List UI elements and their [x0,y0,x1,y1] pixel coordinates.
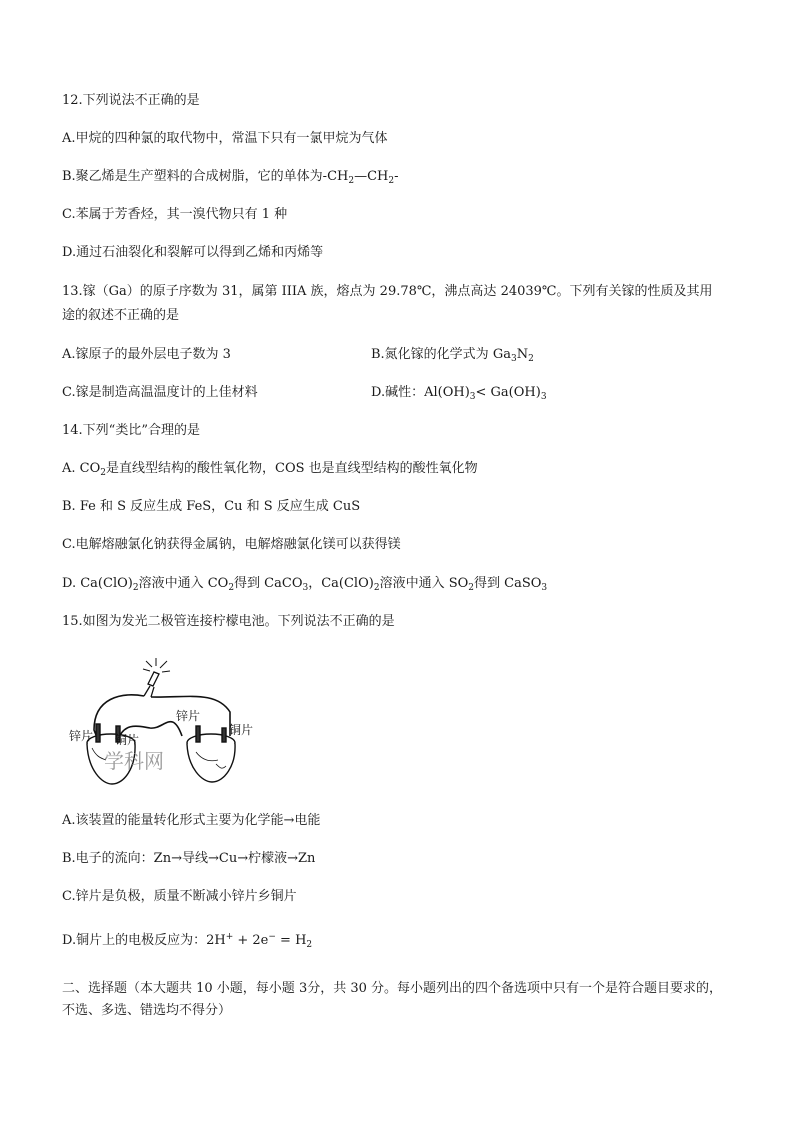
label-zinc-left: 锌片 [69,729,94,743]
q14-option-b: B. Fe 和 S 反应生成 FeS，Cu 和 S 反应生成 CuS [62,499,361,514]
watermark-text: 学科网 [104,749,164,773]
q12-option-a: A.甲烷的四种氯的取代物中，常温下只有一氯甲烷为气体 [62,131,388,146]
q13-option-d: D.碱性：$Al(OH)_3< Ga(OH)_3$ [371,385,547,402]
lemon-battery-figure [66,652,266,792]
q12-option-c: C.苯属于芳香烃，其一溴代物只有 1 种 [62,207,288,222]
q14-option-a: A. $CO_2$是直线型结构的酸性氧化物，COS 也是直线型结构的酸性氧化物 [62,461,478,478]
section2-instructions: 二、选择题（本大题共 10 小题，每小题 3分，共 30 分。每小题列出的四个备选项中只有一个是符合题目要求的，不选、多选、错选均不得分） [62,981,723,1018]
label-zinc-right: 锌片 [176,709,201,723]
q13-option-c: C.镓是制造高温温度计的上佳材料 [62,385,258,400]
q14-option-c: C.电解熔融氯化钠获得金属钠，电解熔融氯化镁可以获得镁 [62,537,401,552]
q15-stem: 15.如图为发光二极管连接柠檬电池。下列说法不正确的是 [62,614,395,629]
light-rays-icon [143,658,170,672]
q15-option-c: C.锌片是负极，质量不断减小锌片乡铜片 [62,889,297,904]
q15-option-a: A.该装置的能量转化形式主要为化学能→电能 [62,813,321,828]
q15-option-d: D.铜片上的电极反应为：$2H^+ + 2e^- = H_2$ [62,932,313,950]
q13-option-b: B.氮化镓的化学式为 $Ga_3N_2$ [371,347,534,364]
right-lemon [187,726,235,782]
q12-option-d: D.通过石油裂化和裂解可以得到乙烯和丙烯等 [62,245,324,260]
label-copper-right: 铜片 [229,723,254,737]
q13-option-a: A.镓原子的最外层电子数为 3 [62,347,231,362]
electrode-equation: $2H^+ + 2e^- = H_2$ [206,932,313,950]
led-icon [144,672,159,697]
q13-stem-line2: 途的叙述不正确的是 [62,308,180,323]
q13-stem-line1: 13.镓（Ga）的原子序数为 31，属第 IIIA 族，熔点为 29.78℃，沸点高达 24039℃。下列有关镓的性质及其用 [62,284,713,299]
q15-option-b: B.电子的流向：Zn→导线→Cu→柠檬液→Zn [62,851,316,866]
lemon-battery-diagram [66,652,266,792]
label-copper-left: 铜片 [115,733,140,747]
q14-option-d: D. $Ca(ClO)_2$溶液中通入 $CO_2$得到 CaCO$_3$，$Ca(ClO)_2$溶液中通入 $SO_2$得到 CaSO$_3$ [62,576,548,593]
q14-stem: 14.下列“类比”合理的是 [62,423,200,438]
q12-stem: 12.下列说法不正确的是 [62,93,200,108]
q12-option-b: B.聚乙烯是生产塑料的合成树脂，它的单体为$-CH_2—CH_2-$ [62,169,399,186]
